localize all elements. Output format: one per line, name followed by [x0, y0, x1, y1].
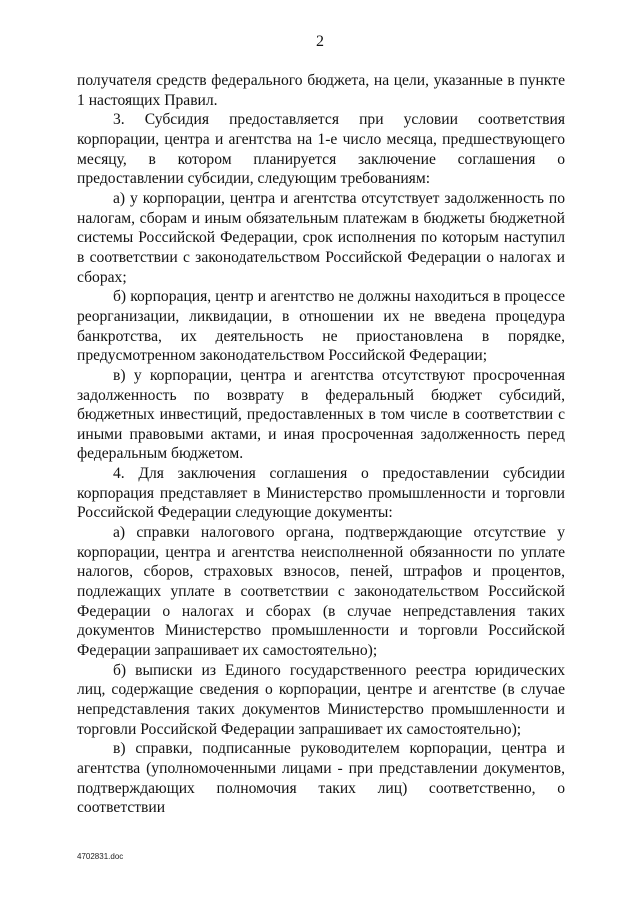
paragraph-clause-3v: в) у корпорации, центра и агентства отсутствуют просроченная задолженность по возврату в федеральный бюджет субсидий, бюджетных инвестиций, предоставленных в том числе в соответствии с иными правовыми актами, и иная просроченная задолженность перед федеральным бюджетом. — [77, 366, 565, 463]
paragraph-clause-4: 4. Для заключения соглашения о предоставлении субсидии корпорация представляет в Министерство промышленности и торговли Российской Федерации следующие документы: — [77, 465, 565, 522]
paragraph-clause-4b: б) выписки из Единого государственного реестра юридических лиц, содержащие сведения о корпорации, центре и агентстве (в случае непредставления таких документов Министерство промышленности и торговли Российской Федерации запрашивает их самостоятельно); — [77, 661, 565, 738]
paragraph-clause-4a: а) справки налогового органа, подтверждающие отсутствие у корпорации, центра и агентства неисполненной обязанности по уплате налогов, сборов, страховых взносов, пеней, штрафов и процентов, подлежащих уплате в соответствии с законодательством Российской Федерации о налогах и сборах (в случае непредставления таких документов Министерство промышленности и торговли Российской Федерации запрашивает их самостоятельно); — [77, 524, 565, 660]
document-body — [77, 71, 565, 818]
paragraph-continuation: получателя средств федерального бюджета, на цели, указанные в пункте 1 настоящих Правил. — [77, 72, 565, 109]
paragraph-clause-4v: в) справки, подписанные руководителем корпорации, центра и агентства (уполномоченными лицами - при представлении документов, подтверждающих полномочия таких лиц) соответственно, о соответствии — [77, 740, 565, 817]
paragraph-clause-3a: а) у корпорации, центра и агентства отсутствует задолженность по налогам, сборам и иным обязательным платежам в бюджеты бюджетной системы Российской Федерации, срок исполнения по которым наступил в соответствии с законодательством Российской Федерации о налогах и сборах; — [77, 189, 565, 286]
page-number: 2 — [316, 33, 324, 50]
paragraph-clause-3: 3. Субсидия предоставляется при условии соответствия корпорации, центра и агентства на 1-е число месяца, предшествующего месяцу, в котором планируется заключение соглашения о предоставлении субсидии, следующим требованиям: — [77, 111, 565, 188]
footer-file-name: 4702831.doc — [77, 852, 124, 861]
paragraph-clause-3b: б) корпорация, центр и агентство не должны находиться в процессе реорганизации, ликвидации, в отношении их не введена процедура банкротства, их деятельность не приостановлена в порядке, предусмотренном законодательством Российской Федерации; — [77, 288, 565, 365]
